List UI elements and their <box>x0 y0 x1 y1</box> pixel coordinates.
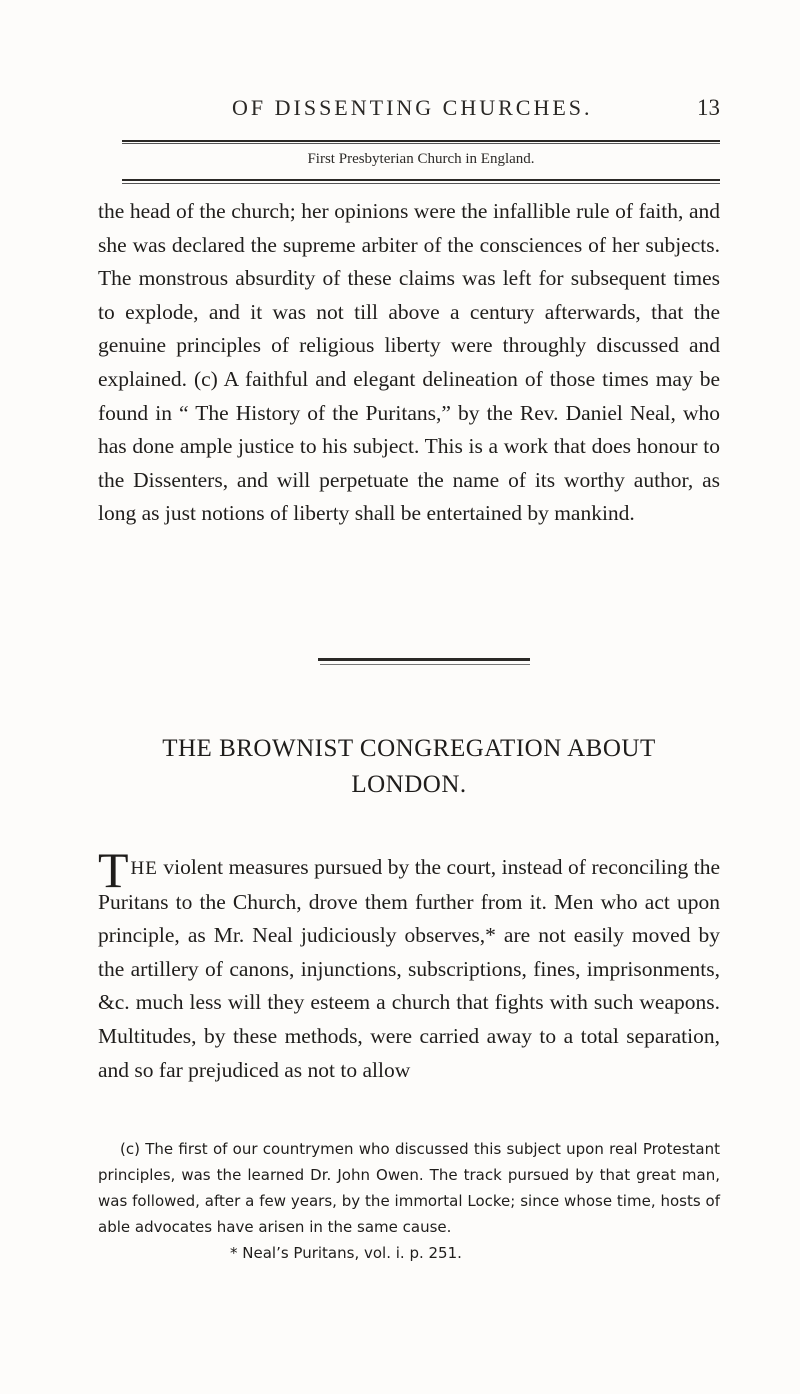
section-heading: First Presbyterian Church in England. <box>307 151 535 167</box>
footnote-star: * Neal’s Puritans, vol. i. p. 251. <box>230 1244 462 1262</box>
chapter-opening-paragraph <box>98 842 720 1087</box>
section-divider-thin <box>320 664 530 665</box>
opening-small-caps: HE <box>130 858 158 879</box>
section-divider <box>318 658 530 661</box>
running-title: OF DISSENTING CHURCHES. <box>232 95 593 120</box>
drop-cap: T <box>98 842 129 898</box>
header-rule-top-thin <box>122 143 720 144</box>
header-rule-bottom-thin <box>122 183 720 184</box>
header-rule-top <box>122 140 720 142</box>
paragraph-continuation: the head of the church; her opinions were the infallible rule of faith, and she was declared the supreme arbiter of the consciences of her subjects. The monstrous absurdity of these claims was left for subsequent times to explode, and it was not till above a century afterwards, that the genuine principles of religious liberty were throughly discussed and explained. (c) A faithful and elegant delineation of those times may be found in “ The History of the Puritans,” by the Rev. Daniel Neal, who has done ample justice to his subject. This is a work that does honour to the Dissenters, and will perpetuate the name of its worthy author, as long as just notions of liberty shall be entertained by mankind. <box>98 199 720 526</box>
opening-paragraph-text: violent measures pursued by the court, instead of reconciling the Puritans to the Church, drove them further from it. Men who act upon principle, as Mr. Neal judiciously observes,* are not easily moved by the artillery of canons, injunctions, subscriptions, fines, imprisonments, &c. much less will they esteem a church that fights with such weapons. Multitudes, by these methods, were carried away to a total separation, and so far prejudiced as not to allow <box>98 855 720 1082</box>
page-number: 13 <box>697 95 720 120</box>
footnote-c: (c) The first of our countrymen who discussed this subject upon real Protestant principles, was the learned Dr. John Owen. The track pursued by that great man, was followed, after a few years, by the immortal Locke; since whose time, hosts of able advocates have arisen in the same cause. <box>98 1140 720 1236</box>
footnotes <box>98 1136 720 1266</box>
chapter-title-line1: THE BROWNIST CONGREGATION ABOUT <box>162 735 656 762</box>
running-head <box>95 95 720 135</box>
header-rule-bottom <box>122 179 720 181</box>
chapter-title-line2: LONDON. <box>351 771 467 798</box>
chapter-title <box>98 731 720 803</box>
